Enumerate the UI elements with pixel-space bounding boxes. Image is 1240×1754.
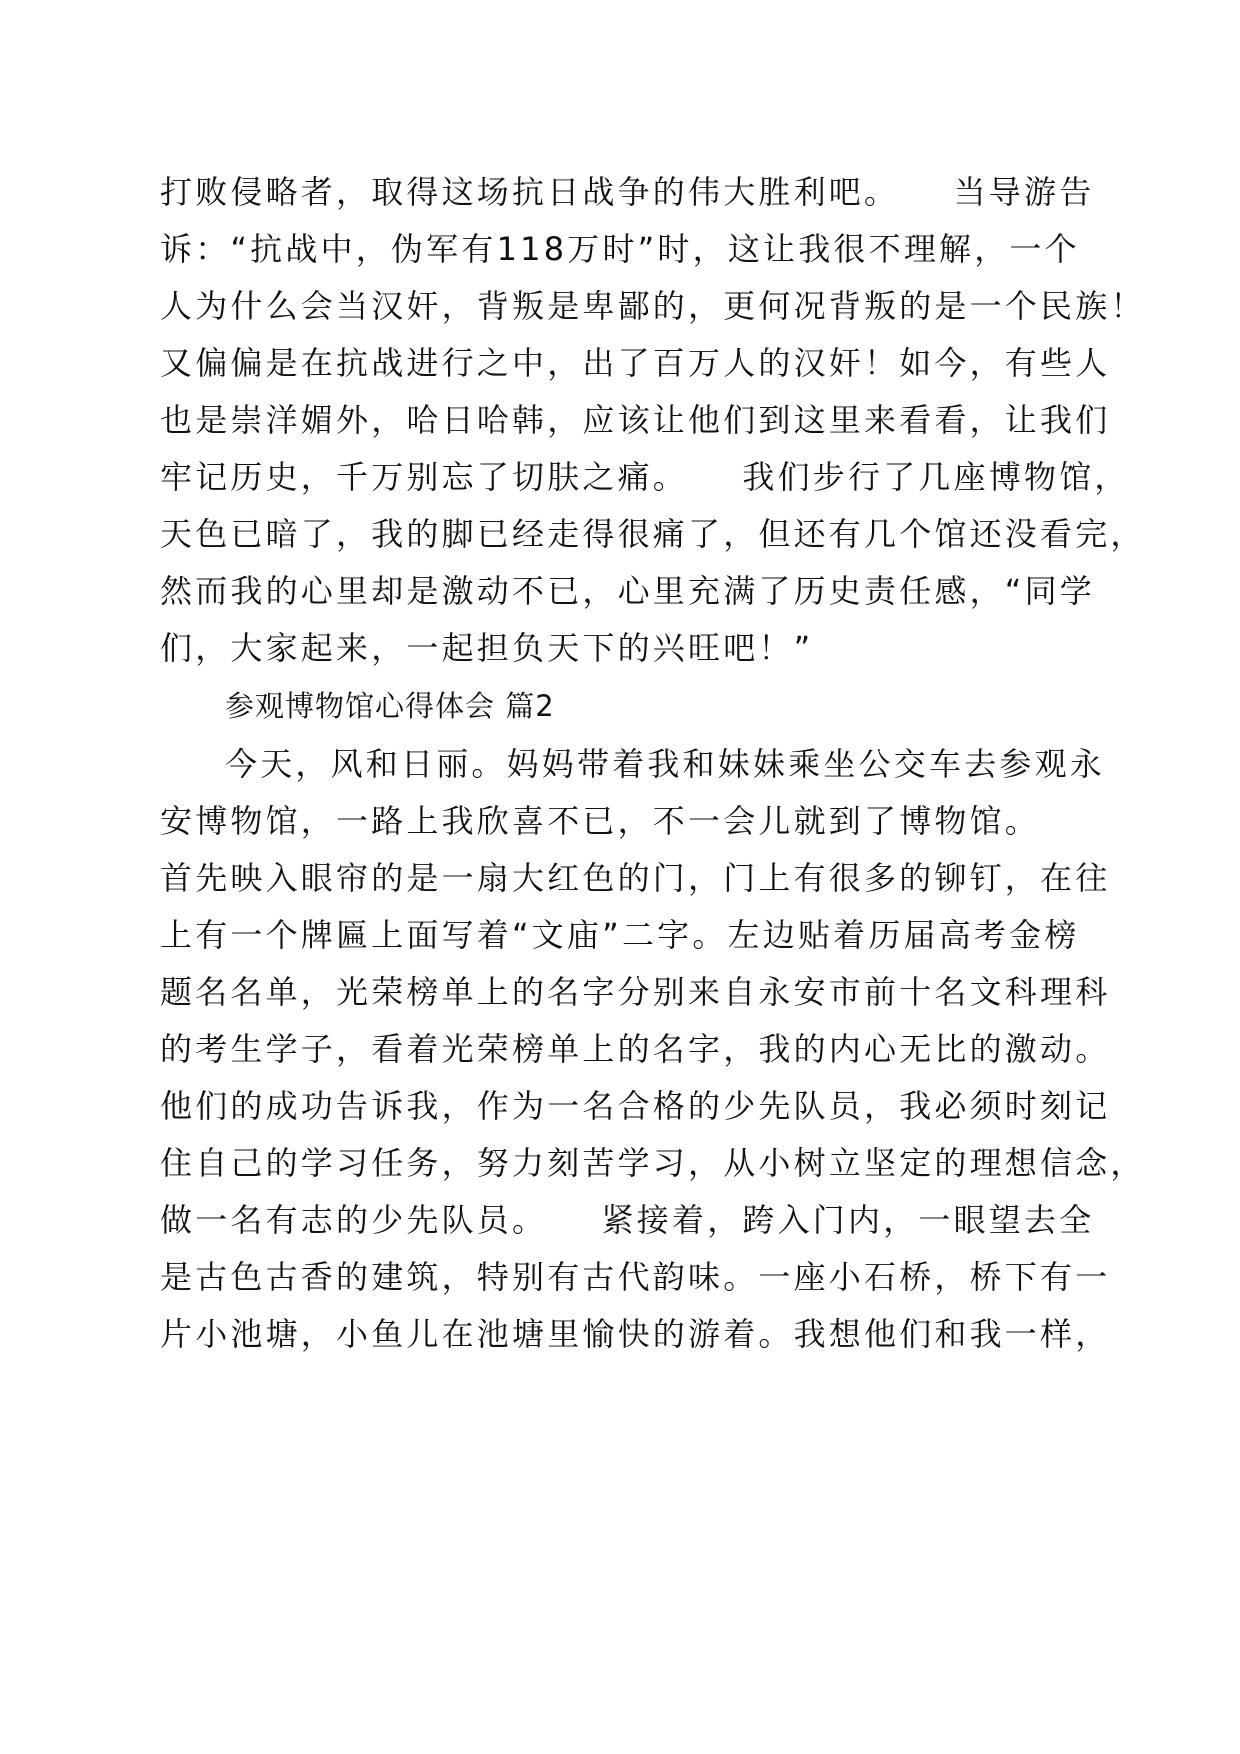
paragraph-line: 诉：“抗战中，伪军有118万时”时，这让我很不理解，一个	[160, 230, 1080, 268]
paragraph-line: 牢记历史，千万别忘了切肤之痛。 我们步行了几座博物馆，	[160, 458, 1130, 496]
paragraph-line: 人为什么会当汉奸，背叛是卑鄙的，更何况背叛的是一个民族！	[160, 287, 1146, 325]
paragraph-line: 片小池塘，小鱼儿在池塘里愉快的游着。我想他们和我一样，	[160, 1315, 1111, 1353]
paragraph-line: 做一名有志的少先队员。 紧接着，跨入门内，一眼望去全	[160, 1201, 1095, 1239]
paragraph-line: 的考生学子，看着光荣榜单上的名字，我的内心无比的激动。	[160, 1030, 1111, 1068]
paragraph-line: 今天，风和日丽。妈妈带着我和妹妹乘坐公交车去参观永	[225, 745, 1106, 783]
paragraph-line: 天色已暗了，我的脚已经走得很痛了，但还有几个馆还没看完，	[160, 515, 1146, 553]
paragraph-line: 打败侵略者，取得这场抗日战争的伟大胜利吧。 当导游告	[160, 173, 1095, 211]
paragraph-line: 他们的成功告诉我，作为一名合格的少先队员，我必须时刻记	[160, 1087, 1111, 1125]
paragraph-line: 们，大家起来，一起担负天下的兴旺吧！”	[160, 629, 814, 667]
paragraph-line: 住自己的学习任务，努力刻苦学习，从小树立坚定的理想信念，	[160, 1144, 1146, 1182]
paragraph-line: 是古色古香的建筑，特别有古代韵味。一座小石桥，桥下有一	[160, 1258, 1111, 1296]
paragraph-line: 又偏偏是在抗战进行之中，出了百万人的汉奸！如今，有些人	[160, 344, 1111, 382]
paragraph-line: 首先映入眼帘的是一扇大红色的门，门上有很多的铆钉，在往	[160, 859, 1111, 897]
paragraph-line: 题名名单，光荣榜单上的名字分别来自永安市前十名文科理科	[160, 973, 1111, 1011]
paragraph-line: 安博物馆，一路上我欣喜不已，不一会儿就到了博物馆。	[160, 802, 1041, 840]
paragraph-line: 然而我的心里却是激动不已，心里充满了历史责任感，“同学	[160, 572, 1095, 610]
section-heading: 参观博物馆心得体会 篇2	[225, 689, 555, 723]
paragraph-line: 也是崇洋媚外，哈日哈韩，应该让他们到这里来看看，让我们	[160, 401, 1111, 439]
paragraph-line: 上有一个牌匾上面写着“文庙”二字。左边贴着历届高考金榜	[160, 916, 1080, 954]
